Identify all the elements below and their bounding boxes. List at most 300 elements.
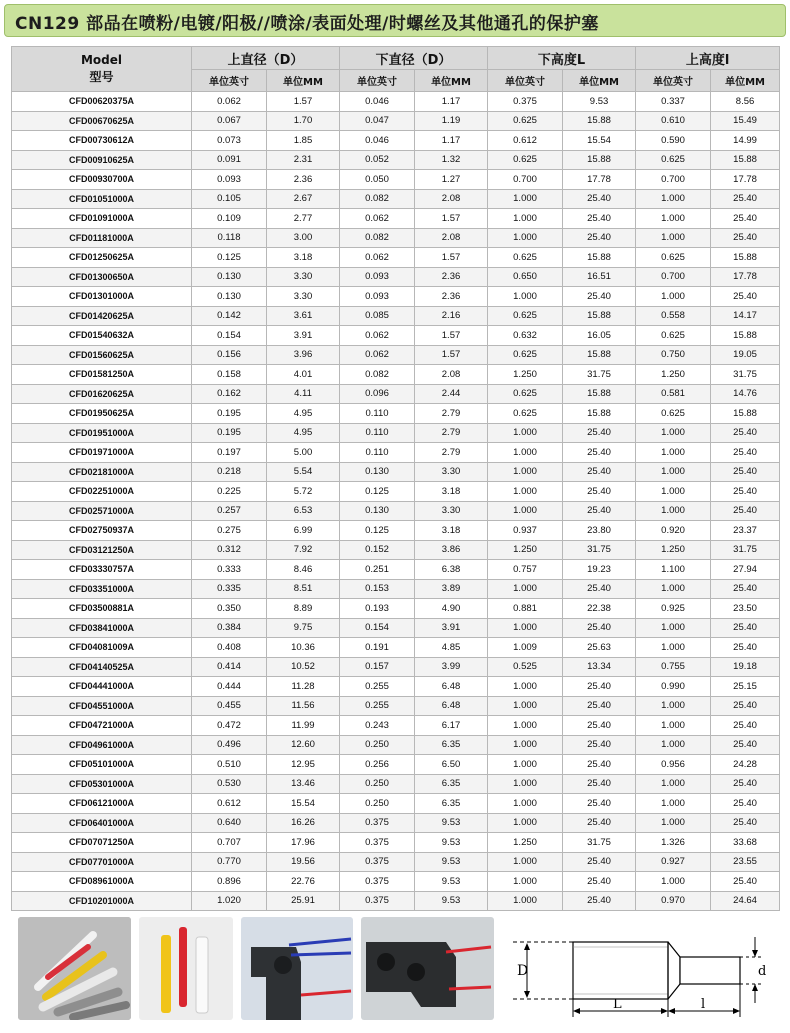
upper-d-mm-cell: 4.11: [267, 384, 340, 404]
table-row: [12, 560, 780, 580]
lower-h-inch-cell: 1.000: [488, 501, 563, 521]
upper-d-mm-cell: 7.92: [267, 540, 340, 560]
lower-h-mm-cell: 25.40: [563, 209, 636, 229]
lower-h-inch-cell: 1.000: [488, 443, 563, 463]
table-row: [12, 696, 780, 716]
upper-h-inch-cell: 1.000: [636, 209, 711, 229]
lower-h-inch-cell: 0.375: [488, 92, 563, 112]
upper-h-mm-cell: 14.99: [711, 131, 780, 151]
lower-h-mm-cell: 25.40: [563, 696, 636, 716]
lower-h-mm-cell: 25.63: [563, 638, 636, 658]
model-cell: CFD01540632A: [12, 326, 192, 346]
lower-d-inch-cell: 0.110: [340, 404, 415, 424]
lower-d-inch-cell: 0.251: [340, 560, 415, 580]
lower-h-mm-cell: 25.40: [563, 813, 636, 833]
table-row: [12, 852, 780, 872]
model-cell: CFD01950625A: [12, 404, 192, 424]
lower-d-inch-cell: 0.046: [340, 131, 415, 151]
upper-d-mm-cell: 9.75: [267, 618, 340, 638]
lower-h-mm-cell: 31.75: [563, 833, 636, 853]
upper-h-mm-cell: 25.40: [711, 813, 780, 833]
upper-h-inch-cell: 0.927: [636, 852, 711, 872]
upper-d-mm-cell: 2.31: [267, 150, 340, 170]
table-row: [12, 170, 780, 190]
upper-h-mm-cell: 25.40: [711, 735, 780, 755]
lower-d-mm-cell: 2.36: [415, 267, 488, 287]
lower-h-mm-cell: 25.40: [563, 501, 636, 521]
lower-d-mm-cell: 3.18: [415, 521, 488, 541]
model-cell: CFD01181000A: [12, 228, 192, 248]
upper-h-inch-cell: 1.000: [636, 696, 711, 716]
upper-h-inch-cell: 1.000: [636, 189, 711, 209]
upper-d-mm-cell: 2.36: [267, 170, 340, 190]
upper-d-mm-cell: 3.30: [267, 267, 340, 287]
upper-d-mm-cell: 1.57: [267, 92, 340, 112]
lower-d-inch-cell: 0.082: [340, 189, 415, 209]
lower-d-mm-cell: 2.79: [415, 443, 488, 463]
lower-h-inch-cell: 1.000: [488, 852, 563, 872]
lower-d-mm-cell: 1.57: [415, 345, 488, 365]
spec-table: [11, 46, 780, 911]
model-cell: CFD02750937A: [12, 521, 192, 541]
lower-h-mm-cell: 25.40: [563, 852, 636, 872]
unit-mm-header: 单位MM: [267, 70, 340, 92]
lower-d-mm-cell: 2.79: [415, 423, 488, 443]
upper-d-inch-cell: 0.275: [192, 521, 267, 541]
lower-h-inch-cell: 1.000: [488, 716, 563, 736]
upper-d-inch-cell: 0.225: [192, 482, 267, 502]
upper-d-mm-cell: 8.51: [267, 579, 340, 599]
lower-d-mm-cell: 1.32: [415, 150, 488, 170]
lower-d-inch-cell: 0.191: [340, 638, 415, 658]
lower-d-mm-cell: 2.44: [415, 384, 488, 404]
unit-mm-header: 单位MM: [711, 70, 780, 92]
upper-d-inch-cell: 0.093: [192, 170, 267, 190]
lower-h-inch-cell: 1.000: [488, 482, 563, 502]
upper-d-mm-cell: 3.91: [267, 326, 340, 346]
upper-d-mm-cell: 19.56: [267, 852, 340, 872]
lower-h-mm-cell: 16.05: [563, 326, 636, 346]
lower-d-mm-cell: 6.35: [415, 794, 488, 814]
upper-d-inch-cell: 0.067: [192, 111, 267, 131]
upper-h-mm-cell: 8.56: [711, 92, 780, 112]
lower-d-inch-cell: 0.153: [340, 579, 415, 599]
lower-h-mm-cell: 25.40: [563, 462, 636, 482]
lower-h-inch-cell: 0.757: [488, 560, 563, 580]
upper-h-mm-cell: 25.40: [711, 696, 780, 716]
upper-d-mm-cell: 5.54: [267, 462, 340, 482]
lower-d-inch-cell: 0.154: [340, 618, 415, 638]
upper-h-inch-cell: 0.755: [636, 657, 711, 677]
lower-d-inch-cell: 0.243: [340, 716, 415, 736]
model-cell: CFD03121250A: [12, 540, 192, 560]
lower-h-mm-cell: 25.40: [563, 189, 636, 209]
upper-d-mm-cell: 1.70: [267, 111, 340, 131]
upper-d-mm-cell: 6.53: [267, 501, 340, 521]
unit-mm-header: 单位MM: [415, 70, 488, 92]
lower-d-mm-cell: 2.16: [415, 306, 488, 326]
lower-d-inch-cell: 0.093: [340, 267, 415, 287]
upper-d-inch-cell: 0.896: [192, 872, 267, 892]
lower-d-inch-cell: 0.085: [340, 306, 415, 326]
table-row: [12, 131, 780, 151]
lower-diameter-header: 下直径（D）: [340, 47, 488, 70]
lower-h-inch-cell: 0.625: [488, 150, 563, 170]
model-cell: CFD03330757A: [12, 560, 192, 580]
lower-h-mm-cell: 15.88: [563, 404, 636, 424]
lower-d-inch-cell: 0.082: [340, 365, 415, 385]
lower-d-inch-cell: 0.046: [340, 92, 415, 112]
upper-d-inch-cell: 0.218: [192, 462, 267, 482]
upper-d-inch-cell: 0.335: [192, 579, 267, 599]
lower-h-mm-cell: 15.88: [563, 384, 636, 404]
lower-h-mm-cell: 16.51: [563, 267, 636, 287]
model-cell: CFD06121000A: [12, 794, 192, 814]
model-cell: CFD04140525A: [12, 657, 192, 677]
lower-h-inch-cell: 0.625: [488, 248, 563, 268]
lower-h-inch-cell: 1.000: [488, 579, 563, 599]
lower-d-mm-cell: 3.99: [415, 657, 488, 677]
lower-d-mm-cell: 2.79: [415, 404, 488, 424]
upper-h-mm-cell: 23.37: [711, 521, 780, 541]
table-row: [12, 365, 780, 385]
model-cell: CFD04551000A: [12, 696, 192, 716]
table-row: [12, 833, 780, 853]
unit-inch-header: 单位英寸: [340, 70, 415, 92]
lower-h-mm-cell: 15.88: [563, 248, 636, 268]
lower-d-mm-cell: 1.27: [415, 170, 488, 190]
lower-h-mm-cell: 9.53: [563, 92, 636, 112]
upper-d-inch-cell: 0.444: [192, 677, 267, 697]
lower-h-mm-cell: 25.40: [563, 872, 636, 892]
lower-d-inch-cell: 0.157: [340, 657, 415, 677]
upper-h-mm-cell: 31.75: [711, 365, 780, 385]
table-row: [12, 462, 780, 482]
upper-h-inch-cell: 0.625: [636, 150, 711, 170]
model-cell: CFD02251000A: [12, 482, 192, 502]
upper-h-inch-cell: 1.250: [636, 540, 711, 560]
table-row: [12, 345, 780, 365]
upper-h-inch-cell: 1.000: [636, 735, 711, 755]
upper-h-inch-cell: 0.990: [636, 677, 711, 697]
table-row: [12, 404, 780, 424]
model-cell: CFD04081009A: [12, 638, 192, 658]
lower-d-inch-cell: 0.130: [340, 462, 415, 482]
lower-d-inch-cell: 0.255: [340, 696, 415, 716]
lower-d-inch-cell: 0.047: [340, 111, 415, 131]
lower-d-mm-cell: 1.57: [415, 248, 488, 268]
lower-d-mm-cell: 2.08: [415, 189, 488, 209]
upper-h-mm-cell: 15.88: [711, 326, 780, 346]
upper-h-inch-cell: 1.000: [636, 501, 711, 521]
lower-h-inch-cell: 1.000: [488, 813, 563, 833]
lower-h-inch-cell: 1.000: [488, 755, 563, 775]
upper-d-inch-cell: 1.020: [192, 891, 267, 911]
model-cell: CFD01951000A: [12, 423, 192, 443]
model-cell: CFD06401000A: [12, 813, 192, 833]
model-cell: CFD02571000A: [12, 501, 192, 521]
upper-h-mm-cell: 17.78: [711, 267, 780, 287]
upper-d-inch-cell: 0.195: [192, 404, 267, 424]
table-row: [12, 755, 780, 775]
lower-d-mm-cell: 3.18: [415, 482, 488, 502]
table-row: [12, 540, 780, 560]
lower-h-mm-cell: 22.38: [563, 599, 636, 619]
upper-d-inch-cell: 0.109: [192, 209, 267, 229]
table-row: [12, 657, 780, 677]
model-cell: CFD00730612A: [12, 131, 192, 151]
upper-h-inch-cell: 1.000: [636, 716, 711, 736]
lower-h-mm-cell: 25.40: [563, 423, 636, 443]
upper-d-mm-cell: 3.18: [267, 248, 340, 268]
upper-d-mm-cell: 10.36: [267, 638, 340, 658]
model-cell: CFD05301000A: [12, 774, 192, 794]
lower-d-mm-cell: 6.35: [415, 735, 488, 755]
lower-h-inch-cell: 0.625: [488, 345, 563, 365]
upper-d-inch-cell: 0.158: [192, 365, 267, 385]
model-cell: CFD04961000A: [12, 735, 192, 755]
upper-d-mm-cell: 3.96: [267, 345, 340, 365]
lower-h-inch-cell: 1.000: [488, 872, 563, 892]
lower-h-inch-cell: 0.625: [488, 111, 563, 131]
lower-h-inch-cell: 1.009: [488, 638, 563, 658]
upper-d-inch-cell: 0.197: [192, 443, 267, 463]
lower-h-mm-cell: 25.40: [563, 443, 636, 463]
model-cell: CFD01091000A: [12, 209, 192, 229]
table-row: [12, 872, 780, 892]
table-row: [12, 618, 780, 638]
model-cell: CFD00620375A: [12, 92, 192, 112]
model-cell: CFD00670625A: [12, 111, 192, 131]
lower-d-inch-cell: 0.125: [340, 482, 415, 502]
upper-d-mm-cell: 2.77: [267, 209, 340, 229]
upper-d-mm-cell: 3.61: [267, 306, 340, 326]
unit-inch-header: 单位英寸: [488, 70, 563, 92]
upper-h-mm-cell: 25.40: [711, 794, 780, 814]
lower-h-inch-cell: 1.000: [488, 794, 563, 814]
upper-h-inch-cell: 0.925: [636, 599, 711, 619]
lower-h-inch-cell: 1.000: [488, 618, 563, 638]
upper-h-inch-cell: 0.590: [636, 131, 711, 151]
table-row: [12, 384, 780, 404]
model-cell: CFD05101000A: [12, 755, 192, 775]
lower-h-inch-cell: 1.000: [488, 228, 563, 248]
lower-h-mm-cell: 25.40: [563, 755, 636, 775]
lower-d-mm-cell: 9.53: [415, 813, 488, 833]
model-cell: CFD07701000A: [12, 852, 192, 872]
upper-d-mm-cell: 12.95: [267, 755, 340, 775]
upper-d-inch-cell: 0.472: [192, 716, 267, 736]
lower-h-mm-cell: 25.40: [563, 579, 636, 599]
lower-d-inch-cell: 0.375: [340, 852, 415, 872]
upper-h-inch-cell: 1.000: [636, 287, 711, 307]
lower-d-inch-cell: 0.152: [340, 540, 415, 560]
model-cell: CFD01420625A: [12, 306, 192, 326]
lower-d-inch-cell: 0.110: [340, 443, 415, 463]
lower-d-inch-cell: 0.375: [340, 833, 415, 853]
table-row: [12, 774, 780, 794]
lower-h-inch-cell: 1.000: [488, 209, 563, 229]
upper-d-mm-cell: 17.96: [267, 833, 340, 853]
model-cell: CFD01581250A: [12, 365, 192, 385]
upper-h-mm-cell: 31.75: [711, 540, 780, 560]
upper-h-mm-cell: 14.17: [711, 306, 780, 326]
lower-d-inch-cell: 0.062: [340, 345, 415, 365]
model-cell: CFD04441000A: [12, 677, 192, 697]
upper-h-mm-cell: 25.40: [711, 228, 780, 248]
lower-d-inch-cell: 0.062: [340, 248, 415, 268]
lower-h-inch-cell: 0.700: [488, 170, 563, 190]
lower-h-inch-cell: 1.250: [488, 540, 563, 560]
table-row: [12, 150, 780, 170]
upper-h-inch-cell: 1.000: [636, 638, 711, 658]
upper-d-inch-cell: 0.312: [192, 540, 267, 560]
lower-d-inch-cell: 0.250: [340, 735, 415, 755]
upper-d-inch-cell: 0.257: [192, 501, 267, 521]
lower-d-mm-cell: 3.89: [415, 579, 488, 599]
upper-h-inch-cell: 1.000: [636, 813, 711, 833]
upper-h-inch-cell: 1.250: [636, 365, 711, 385]
lower-d-mm-cell: 6.38: [415, 560, 488, 580]
lower-h-mm-cell: 25.40: [563, 891, 636, 911]
diagram-label-l: l: [701, 997, 706, 1012]
upper-d-mm-cell: 5.72: [267, 482, 340, 502]
table-row: [12, 306, 780, 326]
header-group-row: [12, 47, 780, 70]
lower-h-mm-cell: 25.40: [563, 618, 636, 638]
upper-d-inch-cell: 0.350: [192, 599, 267, 619]
lower-d-mm-cell: 4.85: [415, 638, 488, 658]
table-row: [12, 482, 780, 502]
upper-h-inch-cell: 0.625: [636, 248, 711, 268]
upper-h-inch-cell: 1.000: [636, 579, 711, 599]
upper-d-mm-cell: 16.26: [267, 813, 340, 833]
lower-d-mm-cell: 3.91: [415, 618, 488, 638]
lower-h-mm-cell: 31.75: [563, 365, 636, 385]
lower-h-mm-cell: 25.40: [563, 794, 636, 814]
upper-h-mm-cell: 25.40: [711, 774, 780, 794]
table-row: [12, 326, 780, 346]
lower-d-inch-cell: 0.052: [340, 150, 415, 170]
model-cell: CFD00930700A: [12, 170, 192, 190]
table-row: [12, 209, 780, 229]
upper-h-inch-cell: 0.750: [636, 345, 711, 365]
lower-h-inch-cell: 0.612: [488, 131, 563, 151]
upper-d-mm-cell: 10.52: [267, 657, 340, 677]
upper-h-inch-cell: 0.337: [636, 92, 711, 112]
lower-h-mm-cell: 15.88: [563, 111, 636, 131]
upper-h-mm-cell: 25.40: [711, 423, 780, 443]
lower-h-mm-cell: 15.88: [563, 345, 636, 365]
upper-h-mm-cell: 25.40: [711, 872, 780, 892]
diagram-label-L: L: [613, 997, 622, 1012]
upper-d-mm-cell: 2.67: [267, 189, 340, 209]
lower-d-inch-cell: 0.375: [340, 813, 415, 833]
lower-h-inch-cell: 1.000: [488, 287, 563, 307]
lower-d-inch-cell: 0.062: [340, 209, 415, 229]
upper-h-mm-cell: 19.18: [711, 657, 780, 677]
lower-d-mm-cell: 4.90: [415, 599, 488, 619]
model-cell: CFD03500881A: [12, 599, 192, 619]
upper-d-inch-cell: 0.142: [192, 306, 267, 326]
lower-h-inch-cell: 1.000: [488, 677, 563, 697]
table-row: [12, 228, 780, 248]
table-row: [12, 891, 780, 911]
upper-d-inch-cell: 0.510: [192, 755, 267, 775]
model-cell: CFD01051000A: [12, 189, 192, 209]
table-row: [12, 92, 780, 112]
lower-d-inch-cell: 0.250: [340, 794, 415, 814]
lower-height-header: 下高度L: [488, 47, 636, 70]
upper-h-inch-cell: 1.326: [636, 833, 711, 853]
upper-h-mm-cell: 27.94: [711, 560, 780, 580]
lower-d-mm-cell: 2.08: [415, 228, 488, 248]
upper-d-mm-cell: 1.85: [267, 131, 340, 151]
model-cell: CFD01560625A: [12, 345, 192, 365]
upper-h-mm-cell: 15.88: [711, 248, 780, 268]
upper-h-inch-cell: 1.000: [636, 872, 711, 892]
upper-h-mm-cell: 25.40: [711, 579, 780, 599]
upper-d-inch-cell: 0.707: [192, 833, 267, 853]
upper-h-inch-cell: 1.000: [636, 774, 711, 794]
upper-d-inch-cell: 0.130: [192, 267, 267, 287]
upper-d-mm-cell: 4.95: [267, 423, 340, 443]
lower-h-inch-cell: 1.000: [488, 891, 563, 911]
title-banner: [4, 4, 786, 37]
upper-d-inch-cell: 0.770: [192, 852, 267, 872]
model-cell: CFD03351000A: [12, 579, 192, 599]
product-photo-2: [139, 917, 233, 1020]
table-row: [12, 579, 780, 599]
upper-h-mm-cell: 25.40: [711, 443, 780, 463]
dimension-diagram: [509, 917, 775, 1020]
table-row: [12, 521, 780, 541]
upper-d-inch-cell: 0.156: [192, 345, 267, 365]
upper-h-mm-cell: 25.40: [711, 482, 780, 502]
upper-d-inch-cell: 0.062: [192, 92, 267, 112]
lower-d-mm-cell: 1.19: [415, 111, 488, 131]
product-photo-4: [361, 917, 494, 1020]
table-row: [12, 735, 780, 755]
upper-h-mm-cell: 15.88: [711, 150, 780, 170]
lower-h-mm-cell: 23.80: [563, 521, 636, 541]
lower-d-mm-cell: 6.35: [415, 774, 488, 794]
table-row: [12, 267, 780, 287]
upper-h-mm-cell: 25.40: [711, 287, 780, 307]
lower-d-mm-cell: 6.17: [415, 716, 488, 736]
lower-h-mm-cell: 15.88: [563, 150, 636, 170]
upper-d-inch-cell: 0.130: [192, 287, 267, 307]
upper-h-mm-cell: 25.40: [711, 618, 780, 638]
lower-d-inch-cell: 0.375: [340, 891, 415, 911]
lower-d-mm-cell: 2.36: [415, 287, 488, 307]
upper-h-mm-cell: 17.78: [711, 170, 780, 190]
upper-d-mm-cell: 6.99: [267, 521, 340, 541]
upper-d-mm-cell: 4.95: [267, 404, 340, 424]
table-row: [12, 423, 780, 443]
upper-d-mm-cell: 3.00: [267, 228, 340, 248]
upper-d-mm-cell: 25.91: [267, 891, 340, 911]
product-photo-3: [241, 917, 353, 1020]
lower-d-mm-cell: 6.48: [415, 696, 488, 716]
upper-h-mm-cell: 25.40: [711, 638, 780, 658]
upper-h-inch-cell: 1.000: [636, 618, 711, 638]
model-cell: CFD01620625A: [12, 384, 192, 404]
table-row: [12, 716, 780, 736]
upper-d-inch-cell: 0.105: [192, 189, 267, 209]
upper-d-inch-cell: 0.195: [192, 423, 267, 443]
upper-h-mm-cell: 23.55: [711, 852, 780, 872]
